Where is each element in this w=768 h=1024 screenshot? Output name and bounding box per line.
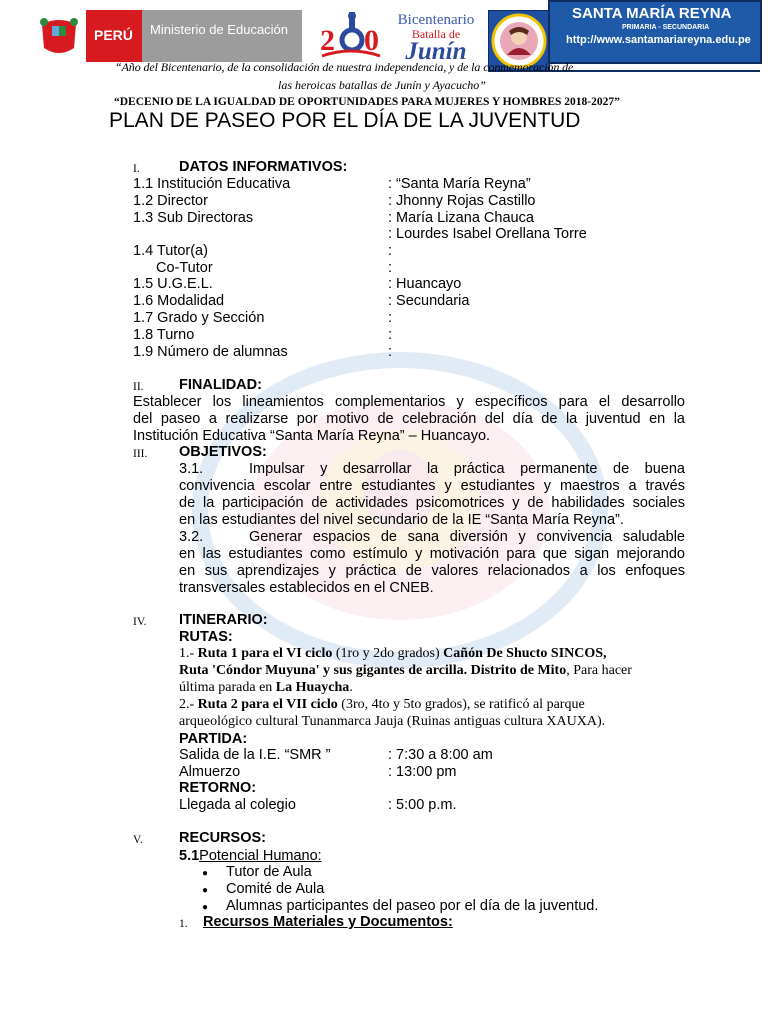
section-1-number: I. [133, 163, 140, 175]
section-4-heading: ITINERARIO: [179, 612, 268, 628]
bicentennial-logo [316, 10, 386, 62]
objetivo-1-number: 3.1. [179, 461, 204, 477]
section-3-heading: OBJETIVOS: [179, 444, 267, 460]
info-value-turno: : [388, 327, 393, 343]
section-2-heading: FINALIDAD: [179, 377, 262, 393]
recursos-materiales-number: 1. [179, 918, 188, 930]
info-label-institucion: 1.1 Institución Educativa [133, 176, 291, 192]
finalidad-line-1: Establecer los lineamientos complementarios y específicos para el desarrollo [133, 394, 685, 410]
bicentennial-junin-text [388, 12, 484, 64]
ruta-1-name: Ruta 1 para el VI ciclo [197, 646, 333, 661]
objetivo-1-first-line: Impulsar y desarrollar la práctica permanente de buena [249, 461, 685, 477]
recursos-materiales-label: Recursos Materiales y Documentos: [203, 914, 453, 930]
svg-text:0: 0 [364, 24, 379, 57]
partida-almuerzo-label: Almuerzo [179, 764, 241, 780]
info-value-modalidad: : Secundaria [388, 293, 470, 309]
info-label-alumnas: 1.9 Número de alumnas [133, 344, 288, 360]
ruta-1-detail-tail: , Para hacer [566, 663, 632, 678]
ruta-2-prefix: 2.- [179, 697, 195, 712]
batalla-word: Batalla de [411, 27, 461, 41]
ruta-1-place: Cañón De Shucto SINCOS, [443, 646, 607, 661]
objetivo-1-line-2: convivencia escolar entre estudiantes y estudiantes y maestros a través [179, 478, 685, 494]
peru-label: PERÚ [94, 27, 133, 43]
bullet-icon: ● [202, 868, 209, 879]
potencial-humano-label: Potencial Humano: [199, 848, 322, 864]
school-name: SANTA MARÍA REYNA [572, 5, 732, 22]
info-label-subdirectoras: 1.3 Sub Directoras [133, 210, 254, 226]
objetivo-2-line-2: en las estudiantes como estímulo y motivación para que sigan mejorando [179, 546, 685, 562]
retorno-llegada-label: Llegada al colegio [179, 797, 296, 813]
info-value-subdirectora-2: : Lourdes Isabel Orellana Torre [388, 226, 587, 242]
decade-motto: “DECENIO DE LA IGUALDAD DE OPORTUNIDADES PARA MUJERES Y HOMBRES 2018-2027” [114, 96, 620, 108]
ruta-2-detail: (3ro, 4to y 5to grados), se ratificó al parque [341, 697, 585, 712]
recurso-humano-2: Comité de Aula [226, 881, 325, 897]
section-5-heading: RECURSOS: [179, 830, 267, 846]
retorno-llegada-value: : 5:00 p.m. [388, 797, 457, 813]
info-value-alumnas: : [388, 344, 393, 360]
school-url: http://www.santamariareyna.edu.pe [566, 34, 751, 46]
objetivo-1-line-4: en las estudiantes del nivel secundario de la IE “Santa María Reyna”. [179, 512, 624, 528]
objetivo-2-line-4: transversales establecidos en el CNEB. [179, 580, 434, 596]
info-value-grado: : [388, 310, 393, 326]
ruta-1-last-stop-label: última parada en [179, 680, 273, 695]
school-banner [548, 0, 762, 64]
ruta-1-last-stop: La Huaycha [275, 680, 350, 695]
recursos-materiales-heading [203, 914, 453, 930]
section-3-number: III. [133, 448, 148, 460]
ruta-2-line-2: arqueológico cultural Tunanmarca Jauja (Ruinas antiguas cultura XAUXA). [179, 714, 606, 729]
ruta-1-line-1 [179, 646, 685, 662]
objetivo-2-first-line: Generar espacios de sana diversión y convivencia saludable [249, 529, 685, 545]
recurso-humano-1: Tutor de Aula [226, 864, 312, 880]
ruta-1-grades: (1ro y 2do grados) [335, 646, 440, 661]
partida-heading: PARTIDA: [179, 731, 248, 747]
bullet-icon: ● [202, 885, 209, 896]
ruta-1-line-3 [179, 680, 353, 696]
info-label-grado: 1.7 Grado y Sección [133, 310, 265, 326]
finalidad-line-2: del paseo a realizarse por motivo de celebración del día de la juventud en la [133, 411, 685, 427]
finalidad-line-3: Institución Educativa “Santa María Reyna” – Huancayo. [133, 428, 491, 444]
potencial-humano-heading [179, 848, 322, 864]
svg-text:2: 2 [320, 24, 335, 57]
ministry-label: Ministerio de Educación [150, 22, 289, 37]
info-value-institucion: : “Santa María Reyna” [388, 176, 531, 192]
ministry-logo [86, 10, 302, 62]
objetivo-2-line-3: en sus aprendizajes y práctica de valores relacionados a los enfoques [179, 563, 685, 579]
partida-salida-value: : 7:30 a 8:00 am [388, 747, 493, 763]
info-label-cotutor: Co-Tutor [156, 260, 213, 276]
ruta-1-line-2 [179, 663, 632, 679]
partida-almuerzo-value: : 13:00 pm [388, 764, 457, 780]
section-2-number: II. [133, 381, 144, 393]
objetivo-2-number: 3.2. [179, 529, 204, 545]
ruta-2-name: Ruta 2 para el VII ciclo [197, 697, 338, 712]
info-label-ugel: 1.5 U.G.E.L. [133, 276, 213, 292]
info-value-tutor: : [388, 243, 393, 259]
section-4-number: IV. [133, 616, 147, 628]
page-title: PLAN DE PASEO POR EL DÍA DE LA JUVENTUD [109, 109, 581, 132]
rutas-heading: RUTAS: [179, 629, 233, 645]
retorno-heading: RETORNO: [179, 780, 257, 796]
potencial-humano-number: 5.1 [179, 848, 200, 864]
partida-salida-label: Salida de la I.E. “SMR ” [179, 747, 331, 763]
info-label-director: 1.2 Director [133, 193, 208, 209]
year-motto-line-1: “Año del Bicentenario, de la consolidación de nuestra independencia, y de la conmemoración de [115, 60, 574, 74]
junin-word: Junín [405, 38, 467, 65]
info-label-tutor: 1.4 Tutor(a) [133, 243, 208, 259]
info-label-turno: 1.8 Turno [133, 327, 195, 343]
ruta-1-period: . [349, 680, 353, 695]
info-label-modalidad: 1.6 Modalidad [133, 293, 225, 309]
ruta-1-detail: Ruta 'Cóndor Muyuna' y sus gigantes de arcilla. Distrito de Mito [179, 663, 567, 678]
info-value-director: : Jhonny Rojas Castillo [388, 193, 536, 209]
info-value-ugel: : Huancayo [388, 276, 462, 292]
section-1-heading: DATOS INFORMATIVOS: [179, 159, 348, 175]
school-levels: PRIMARIA - SECUNDARIA [622, 24, 710, 31]
info-value-subdirectora-1: : María Lizana Chauca [388, 210, 534, 226]
ruta-2-line-1 [179, 697, 585, 713]
recurso-humano-3: Alumnas participantes del paseo por el día de la juventud. [226, 898, 599, 914]
bicentenario-word: Bicentenario [397, 12, 475, 28]
objetivo-1-line-3: de la participación de actividades psicomotrices y de habilidades sociales [179, 495, 685, 511]
ruta-1-prefix: 1.- [179, 646, 195, 661]
year-motto-line-2: las heroicas batallas de Junín y Ayacucho” [278, 78, 486, 92]
section-5-number: V. [133, 834, 143, 846]
peru-coat-of-arms-logo [38, 12, 80, 58]
bullet-icon: ● [202, 902, 209, 913]
info-value-cotutor: : [388, 260, 393, 276]
